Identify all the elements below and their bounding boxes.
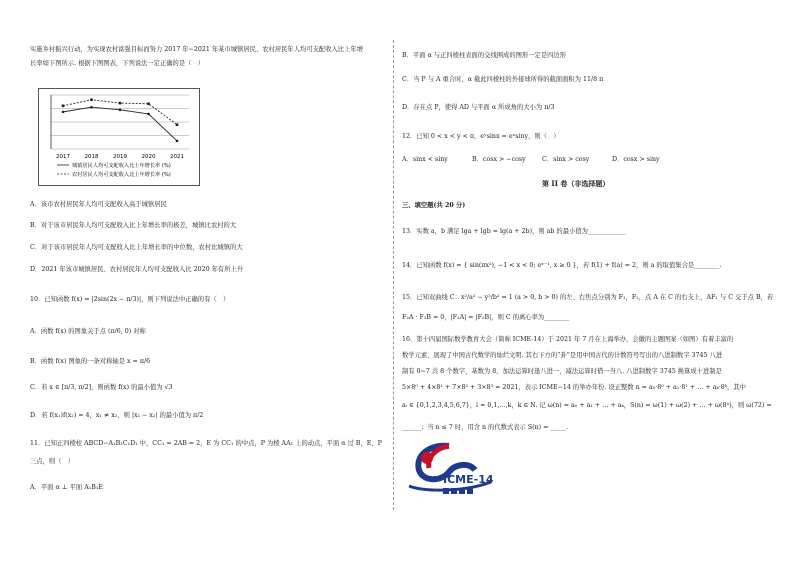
q12-stem: 12．已知 0 < x < y < π，eʸsinx = eˣsiny，则（ ） — [402, 133, 560, 140]
q16-line1: 16．第十四届国际数学教育大会（简称 ICME-14）于 2021 年 7 月在上海举办，会徽的主题图案（如图）有着丰富的 — [402, 336, 734, 343]
x-tick-label: 2018 — [84, 154, 99, 160]
data-point — [90, 106, 93, 109]
q16-line2: 数学元素，展现了中国古代数学的灿烂文明. 其右下方的“卦”是用中国古代的计数符号写出的八进制数字 3745 八进 — [402, 352, 723, 359]
q9-option-d: D．2021 年该市城镇居民、农村居民年人均可支配收入比 2020 年有所上升 — [30, 266, 244, 273]
legend-label: 农村居民人均可支配收入比上年增长率 (%) — [72, 172, 171, 178]
q10-option-a: A．函数 f(x) 的图象关于点 (π/6, 0) 对称 — [30, 328, 146, 335]
q9-option-c: C．对于该市居民年人均可支配收入比上年增长率的中位数，农村比城镇的大 — [30, 244, 243, 251]
q16-line3: 制有 0~7 共 8 个数字，基数为 8，加法运算时逢八进一，减法运算时借一当八. 八进制数字 3745 换算成十进制是 — [402, 368, 722, 375]
q16-line4: 5×8⁰ + 4×8¹ + 7×8² + 3×8³ = 2021，表示 ICME−14 的举办年份. 设正整数 n = a₀·8⁰ + a₁·8¹ + … + aₖ·8ᵏ，其中 — [402, 384, 746, 391]
part2-heading: 第 II 卷（非选择题） — [542, 179, 610, 188]
q16-line6: ______；当 n ≤ 7 时，用含 n 的代数式表示 S(n) = _____. — [402, 424, 569, 431]
x-tick-label: 2017 — [56, 154, 70, 160]
q14-stem: 14．已知函数 f(x) = { sin(πx²), −1 < x < 0; eˣ⁻¹, x ≥ 0 }，若 f(1) + f(a) = 2，则 a 的取值集合是________. — [402, 262, 722, 269]
fill-section-heading: 三、填空题(共 20 分) — [402, 202, 466, 209]
q9-intro-line1: 实施乡村振兴行动，为实现农村富强目标而努力 2017 年~2021 年某市城镇居民、农村居民年人均可支配收入比上年增 — [30, 46, 363, 53]
column-divider — [393, 40, 395, 510]
q16-line5: aᵢ ∈ {0,1,2,3,4,5,6,7}，i = 0,1,…,k，k ∈ N. 记 ω(n) = a₀ + a₁ + … + aₖ，S(n) = ω(1) + ω(2) + … + ω(8ⁿ)，则 ω(72) = — [402, 402, 772, 409]
q15-stem-line2: F₂A · F₂B = 0，|F₂A| = |F₂B|，则 C 的离心率为________ — [402, 314, 570, 321]
data-point — [176, 140, 179, 143]
q11-option-c: C．当 P 与 A 重合时，α 截此四棱柱的外接球所得的截面面积为 11/8 π — [402, 76, 604, 83]
x-tick-label: 2020 — [141, 154, 156, 160]
q10-stem: 10．已知函数 f(x) = |2sin(2x − π/3)|，则下列说法中正确的有（ ） — [30, 296, 230, 303]
q10-option-c: C．若 x ∈ [π/3, π/2]，则函数 f(x) 的最小值为 √3 — [30, 384, 173, 391]
data-point — [119, 109, 122, 112]
data-point — [176, 123, 179, 126]
q12-option-a: A．sinx < siny — [402, 156, 448, 163]
legend-label: 城镇居民人均可支配收入比上年增长率 (%) — [72, 163, 171, 169]
q9-option-a: A．该市农村居民年人均可支配收入高于城镇居民 — [30, 201, 167, 208]
q11-stem-line1: 11．已知正四棱柱 ABCD−A₁B₁C₁D₁ 中，CC₁ = 2AB = 2，E 为 CC₁ 的中点，P 为棱 AA₁ 上的动点，平面 α 过 B，E，P — [30, 440, 382, 447]
x-tick-label: 2019 — [113, 154, 127, 160]
data-point — [62, 105, 65, 108]
icme-logo — [405, 442, 495, 498]
data-point — [62, 111, 65, 114]
q12-option-c: C．sinx > cosy — [542, 156, 590, 163]
series-line — [63, 107, 177, 141]
q9-option-b: B．对于该市居民年人均可支配收入比上年增长率的极差，城镇比农村的大 — [30, 222, 237, 229]
q11-option-a: A．平面 α ⊥ 平面 A₁B₁E — [30, 484, 104, 491]
data-point — [119, 102, 122, 105]
data-point — [147, 102, 150, 105]
growth-rate-chart — [38, 88, 200, 186]
data-point — [147, 113, 150, 116]
q11-option-d: D．存在点 P，使得 AD 与平面 α 所成角的大小为 π/3 — [402, 104, 555, 111]
q12-option-b: B．cosx > −cosy — [472, 156, 526, 163]
data-point — [90, 98, 93, 101]
logo-text: ICME-14 — [443, 473, 494, 486]
q11-stem-line2: 三点，则（ ） — [30, 458, 75, 465]
q10-option-b: B．函数 f(x) 图象的一条对称轴是 x = π/6 — [30, 358, 151, 365]
x-tick-label: 2021 — [170, 154, 184, 160]
q13-stem: 13．实数 a，b 满足 lga + lgb = lg(a + 2b)，则 ab 的最小值为____________ — [402, 228, 626, 235]
q10-option-d: D．若 f(x₁)f(x₂) = 4，x₁ ≠ x₂，则 |x₁ − x₂| 的最小值为 π/2 — [30, 412, 204, 419]
chart-svg — [39, 89, 199, 185]
q12-option-d: D．cosx > siny — [612, 156, 660, 163]
q9-intro-line2: 长率如下图所示. 根据下图图表，下列说法一定正确的是（ ） — [30, 60, 205, 67]
q15-stem-line1: 15．已知双曲线 C：x²/a² − y²/b² = 1 (a > 0, b > 0) 的左、右焦点分别为 F₁，F₂，点 A 在 C 的右支上，AF₁ 与 C 交于点 B，若 — [402, 294, 774, 301]
q11-option-b: B．平面 α 与正四棱柱表面的交线围成的图形一定是四边形 — [402, 52, 567, 59]
